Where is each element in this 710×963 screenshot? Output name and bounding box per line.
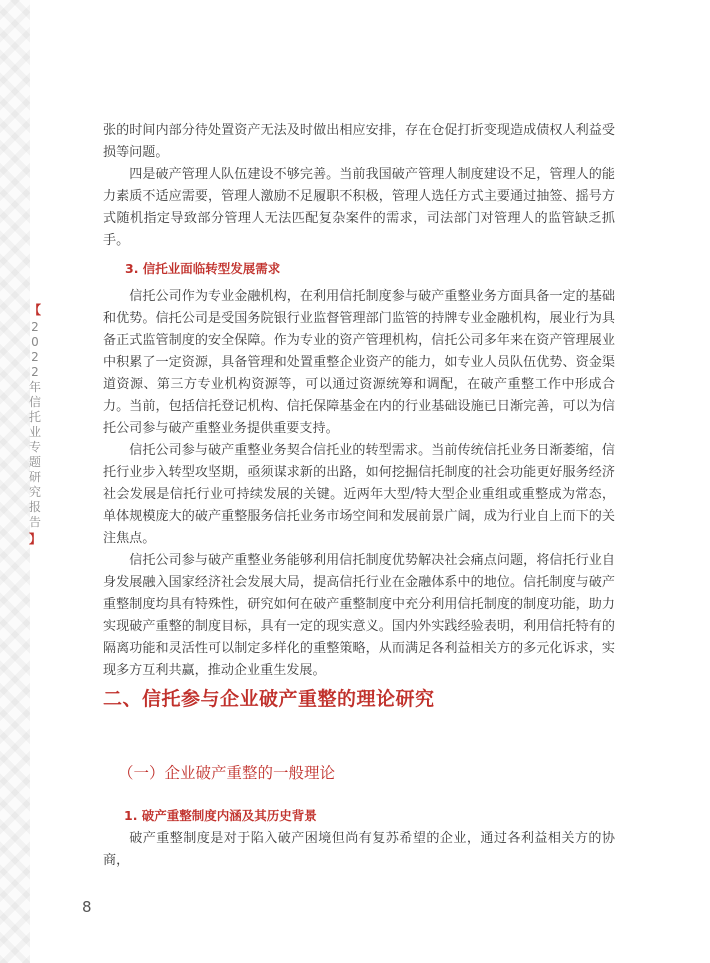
subheading-bankruptcy-definition: 1. 破产重整制度内涵及其历史背景 xyxy=(124,808,317,823)
side-report-label xyxy=(28,303,42,547)
paragraph: 信托公司作为专业金融机构，在利用信托制度参与破产重整业务方面具备一定的基础和优势。信托公司是受国务院银行业监督管理部门监管的持牌专业金融机构，展业行为具备正式监管制度的安全保障。作为专业的资产管理机构，信托公司多年来在资产管理展业中积累了一定资源，具备管理和处置重整企业资产的能力，如专业人员队伍优势、资金渠道资源、第三方专业机构资源等，可以通过资源统筹和调配，在破产重整工作中形成合力。当前，包括信托登记机构、信托保障基金在内的行业基础设施已日渐完善，可以为信托公司参与破产重整业务提供重要支持。 xyxy=(103,289,615,436)
decorative-chevron-strip xyxy=(0,0,30,963)
subsection-title: （一）企业破产重整的一般理论 xyxy=(118,764,336,782)
body-content xyxy=(103,120,615,682)
paragraph-continued: 张的时间内部分待处置资产无法及时做出相应安排，存在仓促打折变现造成债权人利益受损等问题。 xyxy=(103,123,615,160)
page-number: 8 xyxy=(82,898,92,916)
side-label-bracket-close: 】 xyxy=(28,532,41,546)
paragraph: 破产重整制度是对于陷入破产困境但尚有复苏希望的企业，通过各利益相关方的协商， xyxy=(103,831,615,868)
paragraph: 信托公司参与破产重整业务能够利用信托制度优势解决社会痛点问题，将信托行业自身发展融入国家经济社会发展大局，提高信托行业在金融体系中的地位。信托制度与破产重整制度均具有特殊性，研究如何在破产重整制度中充分利用信托制度的制度功能，助力实现破产重整的制度目标，具有一定的现实意义。国内外实践经验表明，利用信托特有的隔离功能和灵活性可以制定多样化的重整策略，从而满足各利益相关方的多元化诉求，实现多方互利共赢，推动企业重生发展。 xyxy=(103,553,615,678)
paragraph: 四是破产管理人队伍建设不够完善。当前我国破产管理人制度建设不足，管理人的能力素质不适应需要，管理人激励不足履职不积极，管理人选任方式主要通过抽签、摇号方式随机指定导致部分管理人无法匹配复杂案件的需求，司法部门对管理人的监管缺乏抓手。 xyxy=(103,167,615,248)
section-title: 二、信托参与企业破产重整的理论研究 xyxy=(103,688,435,710)
paragraph: 信托公司参与破产重整业务契合信托业的转型需求。当前传统信托业务日渐萎缩，信托行业步入转型攻坚期，亟须谋求新的出路，如何挖掘信托制度的社会功能更好服务经济社会发展是信托行业可持续发展的关键。近两年大型/特大型企业重组或重整成为常态，单体规模庞大的破产重整服务信托业务市场空间和发展前景广阔，成为行业自上而下的关注焦点。 xyxy=(103,443,615,546)
subheading-trust-transformation: 3. 信托业面临转型发展需求 xyxy=(125,261,281,276)
side-label-title: 2022年信托业专题研究报告 xyxy=(28,320,41,529)
side-label-bracket-open: 【 xyxy=(28,303,41,317)
